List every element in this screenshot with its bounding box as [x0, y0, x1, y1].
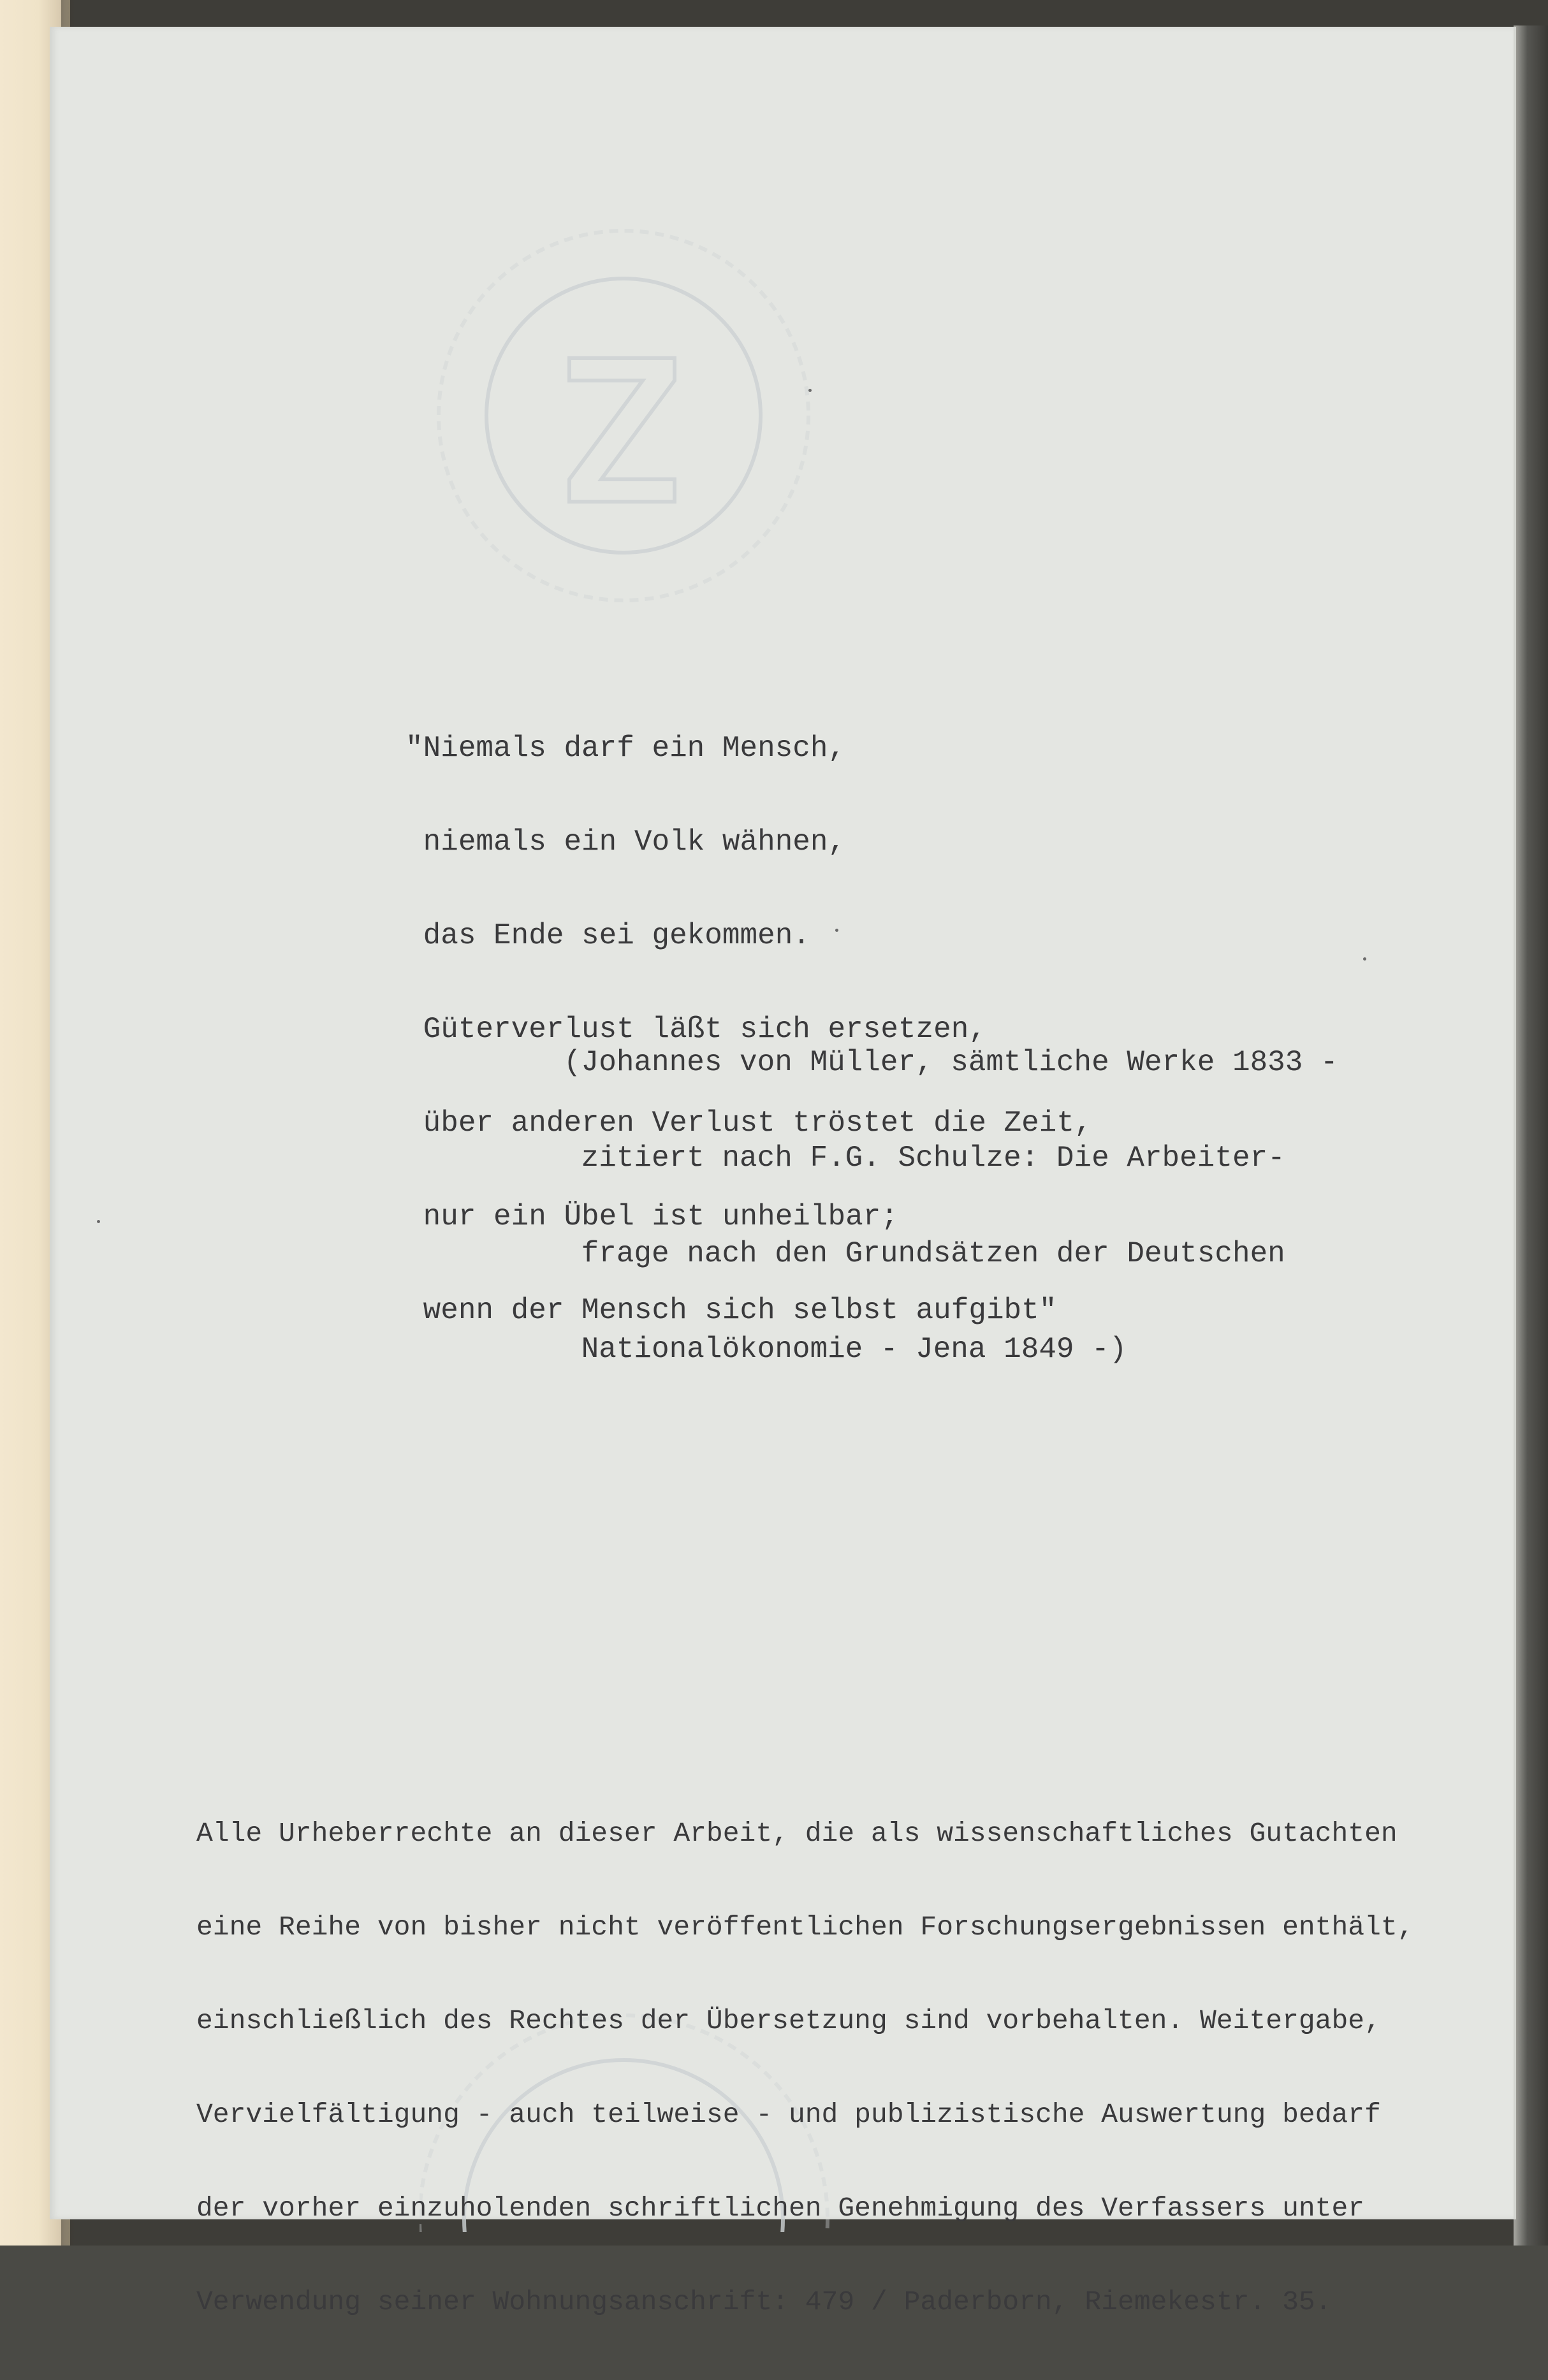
motto-line: niemals ein Volk wähnen,	[405, 825, 846, 859]
copyright-line: der vorher einzuholenden schriftlichen Genehmigung des Verfassers unter	[196, 2193, 1365, 2224]
citation-line: zitiert nach F.G. Schulze: Die Arbeiter-	[564, 1142, 1285, 1175]
copyright-line: einschließlich des Rechtes der Übersetzung sind vorbehalten. Weitergabe,	[196, 2005, 1381, 2036]
copyright-line: Vervielfältigung - auch teilweise - und publizistische Auswertung bedarf	[196, 2099, 1381, 2130]
document-page	[50, 27, 1516, 2318]
motto-line: "Niemals darf ein Mensch,	[405, 732, 846, 765]
citation-line: Nationalökonomie - Jena 1849 -)	[564, 1333, 1127, 1366]
copyright-line: eine Reihe von bisher nicht veröffentlichen Forschungsergebnissen enthält,	[196, 1912, 1414, 1943]
motto-line: Güterverlust läßt sich ersetzen,	[405, 1013, 986, 1046]
motto-line: wenn der Mensch sich selbst aufgibt"	[405, 1294, 1057, 1327]
paper-speck	[97, 1220, 100, 1223]
right-book-edge	[1514, 25, 1548, 2246]
watermark-seal-top	[432, 205, 828, 690]
citation-line: frage nach den Grundsätzen der Deutschen	[564, 1237, 1285, 1270]
copyright-line: Verwendung seiner Wohnungsanschrift: 479 / Paderborn, Riemekestr. 35.	[196, 2286, 1332, 2318]
motto-line: über anderen Verlust tröstet die Zeit,	[405, 1107, 1092, 1140]
paper-speck	[808, 389, 812, 392]
paper-speck	[1363, 957, 1366, 961]
citation-line: (Johannes von Müller, sämtliche Werke 1833 -	[564, 1046, 1338, 1079]
copyright-line: Alle Urheberrechte an dieser Arbeit, die als wissenschaftliches Gutachten	[196, 1818, 1398, 1849]
quote-citation	[564, 983, 1338, 1429]
motto-line: das Ende sei gekommen.	[405, 919, 810, 952]
motto-line: nur ein Übel ist unheilbar;	[405, 1200, 898, 1233]
copyright-notice	[196, 1755, 1414, 2380]
